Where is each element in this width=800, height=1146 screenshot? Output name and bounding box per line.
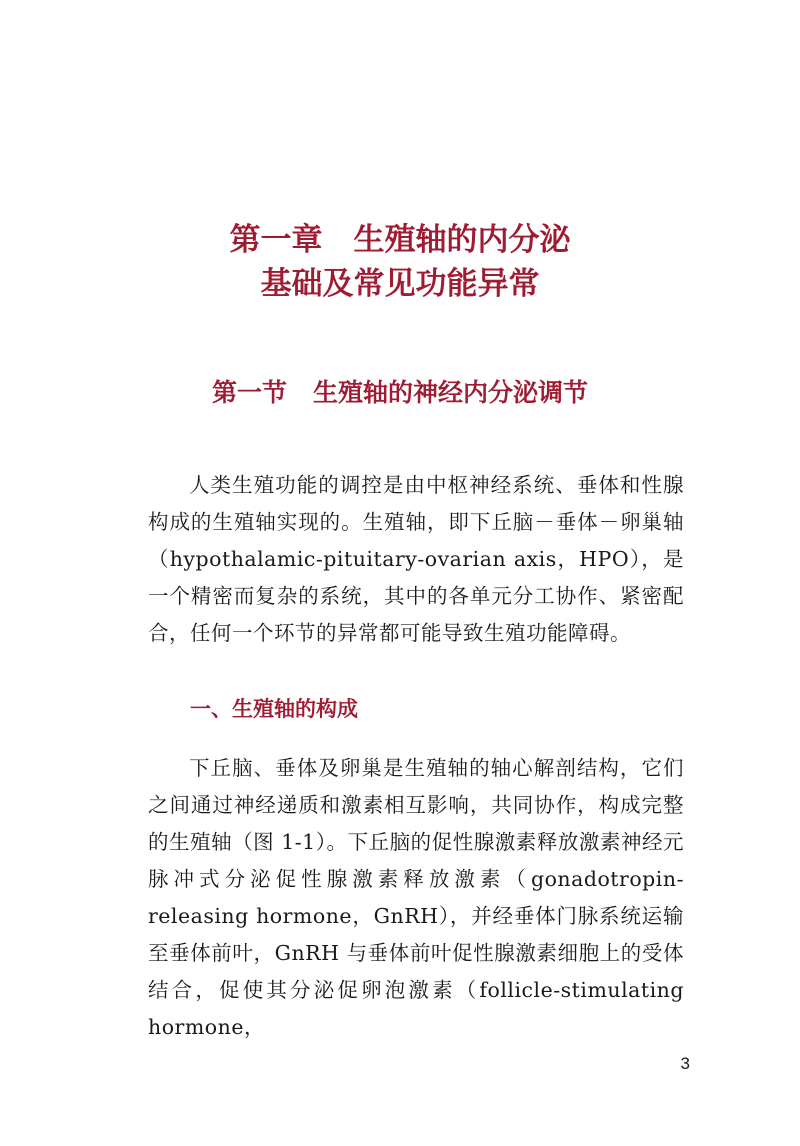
section-number: 第一节 xyxy=(211,378,287,407)
subsection-title: 一、生殖轴的构成 xyxy=(190,697,358,721)
body-paragraph-1: 人类生殖功能的调控是由中枢神经系统、垂体和性腺构成的生殖轴实现的。生殖轴，即下丘脑－垂体－卵巢轴（hypothalamic-pituitary-ovarian axis，HPO），是一个精密而复杂的系统，其中的各单元分工协作、紧密配合，任何一个环节的异常都可能导致生殖功能障碍。 xyxy=(148,473,684,645)
chapter-title-line-2: 基础及常见功能异常 xyxy=(260,266,540,302)
section-title xyxy=(0,375,800,411)
body-paragraph-2: 下丘脑、垂体及卵巢是生殖轴的轴心解剖结构，它们之间通过神经递质和激素相互影响，共同协作，构成完整的生殖轴（图 1-1）。下丘脑的促性腺激素释放激素神经元脉冲式分泌促性腺激素释放激素（gonadotropin-releasing hormone，GnRH），并经垂体门脉系统运输至垂体前叶，GnRH 与垂体前叶促性腺激素细胞上的受体结合，促使其分泌促卵泡激素（follicle-stimulating hormone， xyxy=(148,756,684,1039)
section-title-text: 生殖轴的神经内分泌调节 xyxy=(313,378,589,407)
page-number: 3 xyxy=(680,1054,690,1073)
chapter-title xyxy=(0,218,800,306)
chapter-title-line-1: 第一章 生殖轴的内分泌 xyxy=(229,222,571,258)
